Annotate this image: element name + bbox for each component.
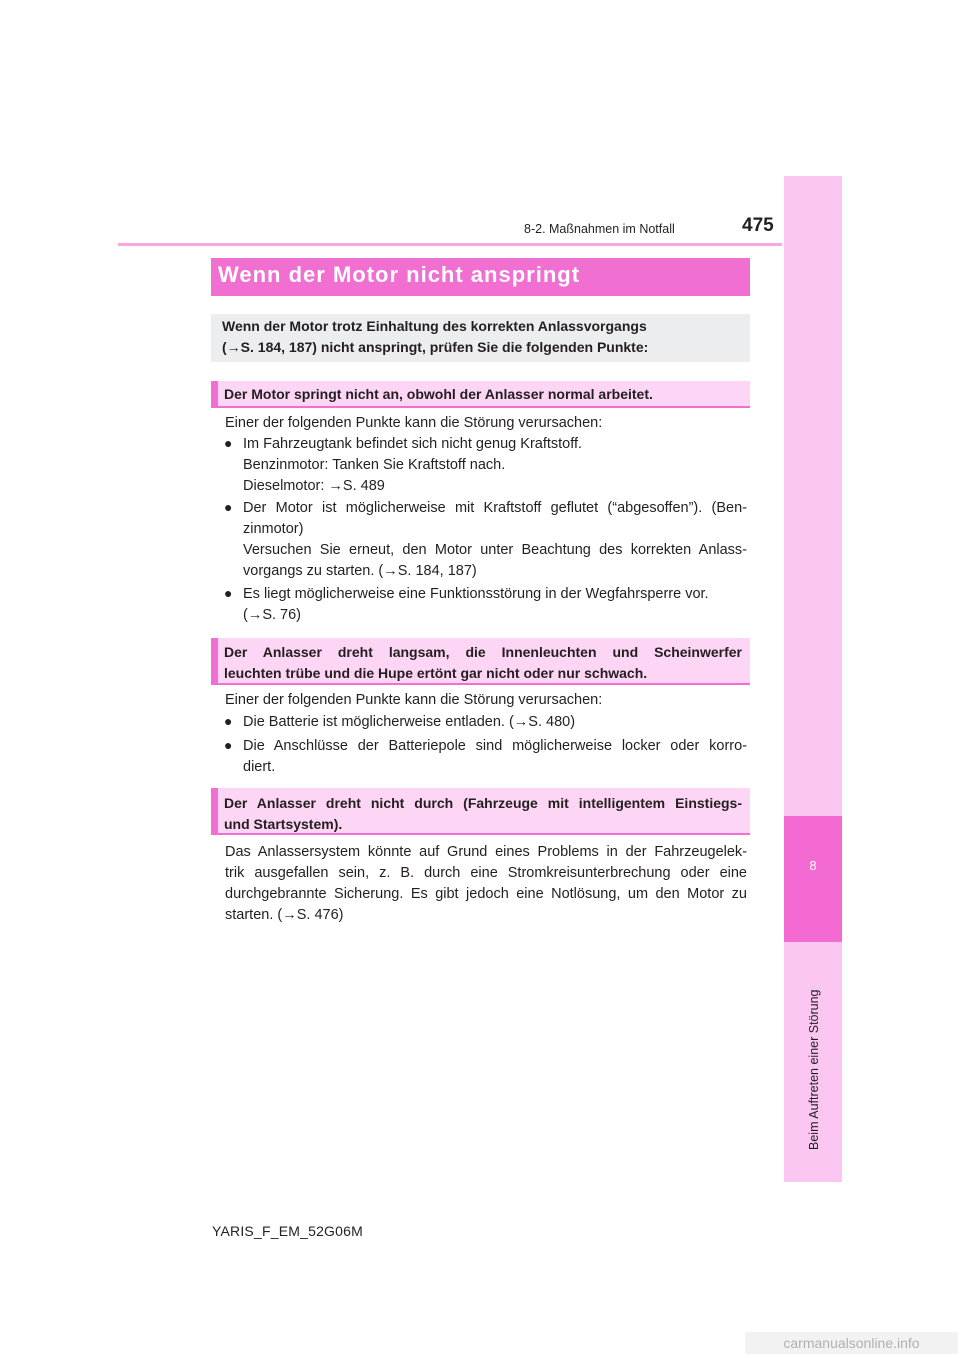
section-heading-line: Der Motor springt nicht an, obwohl der Anlasser normal arbeitet. [224, 386, 653, 402]
section-heading [224, 793, 742, 835]
list-item [243, 584, 747, 626]
list-item [243, 736, 747, 778]
intro-line: (→S. 184, 187) nicht anspringt, prüfen Sie die folgenden Punkte: [222, 339, 649, 355]
list-item-line: (→S. 76) [243, 607, 302, 623]
list-item-line: vorgangs zu starten. (→S. 184, 187) [243, 563, 477, 579]
page-number: 475 [742, 215, 774, 236]
list-item [243, 498, 747, 582]
section-heading-line: Der Anlasser dreht langsam, die Innenleuchten und Scheinwerfer [224, 644, 742, 660]
list-item-line: Im Fahrzeugtank befindet sich nicht genug Kraftstoff. [243, 436, 583, 452]
list-item-line: Dieselmotor: →S. 489 [243, 478, 385, 494]
section-lead: Einer der folgenden Punkte kann die Störung verursachen: [225, 692, 603, 708]
chapter-number-block [784, 816, 842, 942]
bullet-dot: ● [224, 585, 233, 601]
section-lead: Einer der folgenden Punkte kann die Störung verursachen: [225, 415, 603, 431]
list-item-line: Es liegt möglicherweise eine Funktionsstörung in der Wegfahrsperre vor. [243, 586, 709, 602]
paragraph-line: Das Anlassersystem könnte auf Grund eines Problems in der Fahrzeugelek- [225, 844, 747, 860]
list-item-line: Die Anschlüsse der Batteriepole sind möglicherweise locker oder korro- [243, 738, 747, 754]
list-item-line: Der Motor ist möglicherweise mit Kraftstoff geflutet (“abgesoffen”). (Ben- [243, 500, 747, 516]
section-heading-line: und Startsystem). [224, 816, 343, 832]
bullet-dot: ● [224, 737, 233, 753]
section-label: 8-2. Maßnahmen im Notfall [524, 222, 675, 236]
list-item [243, 434, 747, 497]
header-divider [118, 243, 782, 246]
list-item-line: Benzinmotor: Tanken Sie Kraftstoff nach. [243, 457, 506, 473]
intro-text [222, 316, 742, 358]
intro-line: Wenn der Motor trotz Einhaltung des korrekten Anlassvorgangs [222, 318, 647, 334]
list-item-line: Versuchen Sie erneut, den Motor unter Beachtung des korrekten Anlass- [243, 542, 747, 558]
watermark: carmanualsonline.info [745, 1332, 958, 1354]
bullet-dot: ● [224, 435, 233, 451]
list-item-line: diert. [243, 759, 276, 775]
section-heading-line: Der Anlasser dreht nicht durch (Fahrzeuge mit intelligentem Einstiegs- [224, 795, 742, 811]
section-paragraph [225, 842, 747, 926]
document-code: YARIS_F_EM_52G06M [212, 1223, 363, 1239]
paragraph-line: trik ausgefallen sein, z. B. durch eine Stromkreisunterbrechung oder eine [225, 865, 747, 881]
section-heading-line: leuchten trübe und die Hupe ertönt gar nicht oder nur schwach. [224, 665, 648, 681]
list-item-line: Die Batterie ist möglicherweise entladen. (→S. 480) [243, 714, 576, 730]
chapter-title: Beim Auftreten einer Störung [807, 989, 821, 1150]
chapter-number: 8 [809, 858, 817, 873]
bullet-dot: ● [224, 499, 233, 515]
paragraph-line: starten. (→S. 476) [225, 907, 344, 923]
list-item-line: zinmotor) [243, 521, 304, 537]
section-heading [224, 384, 742, 405]
list-item [243, 712, 747, 733]
paragraph-line: durchgebrannte Sicherung. Es gibt jedoch eine Notlösung, um den Motor zu [225, 886, 747, 902]
bullet-dot: ● [224, 713, 233, 729]
chapter-title-vertical [804, 950, 824, 1160]
page-title: Wenn der Motor nicht anspringt [218, 262, 581, 287]
section-heading [224, 642, 742, 684]
